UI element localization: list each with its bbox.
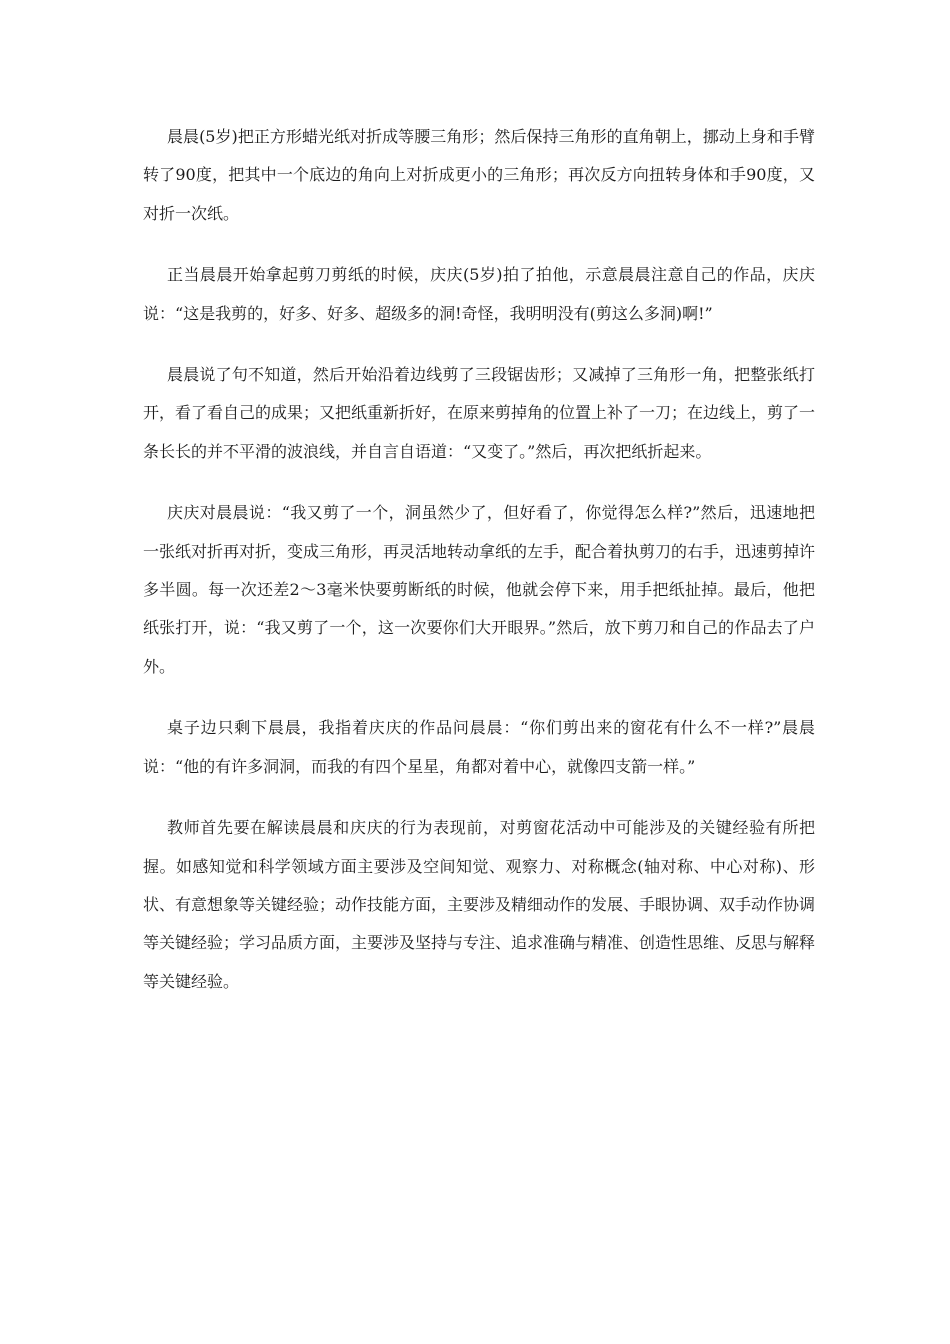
document-body [143, 118, 815, 1024]
paragraph-5: 桌子边只剩下晨晨，我指着庆庆的作品问晨晨：“你们剪出来的窗花有什么不一样?”晨晨说：“他的有许多洞洞，而我的有四个星星，角都对着中心，就像四支箭一样。” [143, 718, 815, 776]
paragraph-4: 庆庆对晨晨说：“我又剪了一个，洞虽然少了，但好看了，你觉得怎么样?”然后，迅速地把一张纸对折再对折，变成三角形，再灵活地转动拿纸的左手，配合着执剪刀的右手，迅速剪掉许多半圆。每一次还差2～3毫米快要剪断纸的时候，他就会停下来，用手把纸扯掉。最后，他把纸张打开，说：“我又剪了一个，这一次要你们大开眼界。”然后，放下剪刀和自己的作品去了户外。 [143, 503, 816, 676]
paragraph-3: 晨晨说了句不知道，然后开始沿着边线剪了三段锯齿形；又减掉了三角形一角，把整张纸打开，看了看自己的成果；又把纸重新折好，在原来剪掉角的位置上补了一刀；在边线上，剪了一条长长的并不平滑的波浪线，并自言自语道：“又变了。”然后，再次把纸折起来。 [143, 365, 816, 461]
paragraph-1: 晨晨(5岁)把正方形蜡光纸对折成等腰三角形；然后保持三角形的直角朝上，挪动上身和手臂转了90度，把其中一个底边的角向上对折成更小的三角形；再次反方向扭转身体和手90度，又对折一次纸。 [143, 127, 815, 223]
paragraph-2: 正当晨晨开始拿起剪刀剪纸的时候，庆庆(5岁)拍了拍他，示意晨晨注意自己的作品，庆庆说：“这是我剪的，好多、好多、超级多的洞!奇怪，我明明没有(剪这么多洞)啊!” [143, 265, 815, 323]
paragraph-6: 教师首先要在解读晨晨和庆庆的行为表现前，对剪窗花活动中可能涉及的关键经验有所把握。如感知觉和科学领域方面主要涉及空间知觉、观察力、对称概念(轴对称、中心对称)、形状、有意想象等关键经验；动作技能方面，主要涉及精细动作的发展、手眼协调、双手动作协调等关键经验；学习品质方面，主要涉及坚持与专注、追求准确与精准、创造性思维、反思与解释等关键经验。 [143, 818, 816, 991]
